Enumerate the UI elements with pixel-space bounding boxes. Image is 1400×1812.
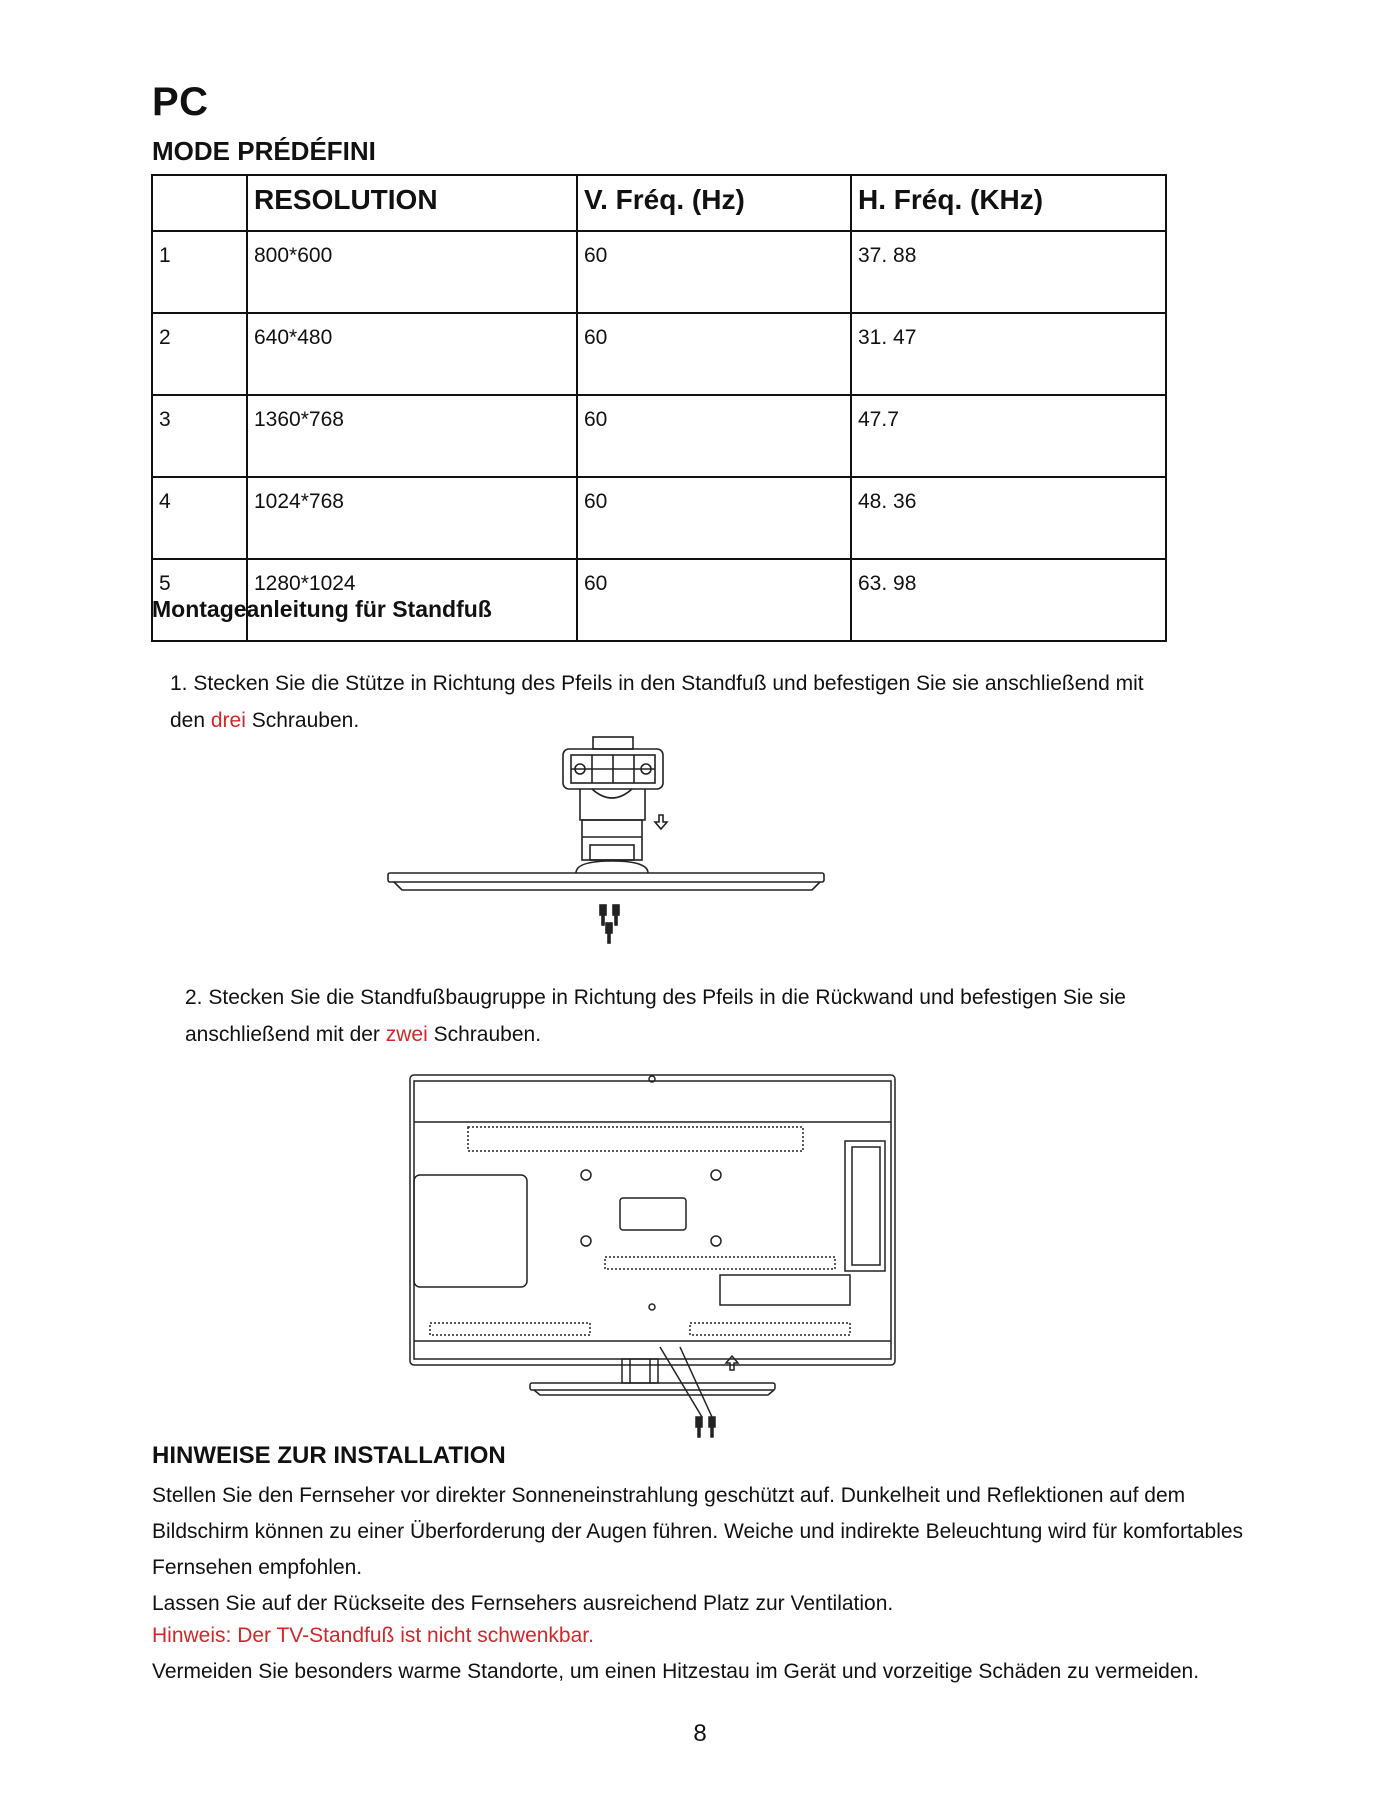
step-2-text-end: Schrauben. — [427, 1023, 542, 1046]
cell-index: 1 — [152, 231, 247, 313]
cell-v-freq: 60 — [577, 313, 851, 395]
cell-resolution: 800*600 — [247, 231, 577, 313]
table-header-row — [152, 175, 1166, 231]
step-2-text: 2. Stecken Sie die Standfußbaugruppe in Richtung des Pfeils in die Rückwand und befestigen Sie sie anschließend mit der — [185, 986, 1126, 1046]
stand-neck-icon — [563, 737, 663, 860]
screw-guide-lines — [660, 1347, 712, 1417]
cell-index: 5 — [152, 559, 247, 641]
page-number: 8 — [693, 1720, 707, 1747]
installation-paragraph-2: Lassen Sie auf der Rückseite des Fernsehers ausreichend Platz zur Ventilation. — [152, 1592, 894, 1615]
installation-paragraph-1: Stellen Sie den Fernseher vor direkter Sonneneinstrahlung geschützt auf. Dunkelheit und Reflektionen auf dem Bildschirm können zu einer Überforderung der Augen führen. Weiche und indirekte Beleuchtung wird für komfortables Fernsehen empfohlen. — [152, 1484, 1244, 1579]
stand-neck-icon — [622, 1359, 658, 1383]
installation-paragraph-3: Vermeiden Sie besonders warme Standorte, um einen Hitzestau im Gerät und vorzeitige Schäden zu vermeiden. — [152, 1660, 1200, 1683]
step-1-text: 1. Stecken Sie die Stütze in Richtung des Pfeils in den Standfuß und befestigen Sie sie anschließend mit den — [170, 672, 1144, 732]
tv-back-icon — [410, 1075, 895, 1365]
preset-mode-table — [151, 174, 1167, 642]
instruction-step-2 — [185, 979, 1185, 1053]
table-row — [152, 477, 1166, 559]
cell-h-freq: 37. 88 — [851, 231, 1166, 313]
cell-h-freq: 31. 47 — [851, 313, 1166, 395]
arrow-up-icon — [726, 1356, 738, 1370]
cell-resolution: 1280*1024 — [247, 559, 577, 641]
cell-resolution: 640*480 — [247, 313, 577, 395]
cell-v-freq: 60 — [577, 559, 851, 641]
cell-v-freq: 60 — [577, 395, 851, 477]
cell-index: 2 — [152, 313, 247, 395]
header-resolution: RESOLUTION — [247, 175, 577, 231]
step-1-text-end: Schrauben. — [245, 709, 360, 732]
table-row — [152, 231, 1166, 313]
cell-h-freq: 63. 98 — [851, 559, 1166, 641]
cell-resolution: 1024*768 — [247, 477, 577, 559]
tv-rear-panel-illustration — [400, 1065, 920, 1455]
table-row — [152, 313, 1166, 395]
step-2-highlight: zwei — [385, 1023, 428, 1046]
stand-assembly-illustration — [380, 725, 830, 950]
section-heading-stand-assembly: Montageanleitung für Standfuß — [152, 596, 492, 622]
section-heading-installation-notes: HINWEISE ZUR INSTALLATION — [152, 1442, 506, 1469]
cell-index: 3 — [152, 395, 247, 477]
section-heading-preset-modes: MODE PRÉDÉFINI — [152, 136, 376, 166]
header-h-freq: H. Fréq. (KHz) — [851, 175, 1166, 231]
step-1-highlight: drei — [210, 709, 246, 732]
installation-note: Hinweis: Der TV-Standfuß ist nicht schwenkbar. — [152, 1624, 594, 1647]
page-heading: PC — [152, 80, 209, 124]
screw-icon — [696, 1417, 715, 1437]
cell-resolution: 1360*768 — [247, 395, 577, 477]
stand-base-icon — [388, 861, 824, 890]
cell-h-freq: 48. 36 — [851, 477, 1166, 559]
header-index — [152, 175, 247, 231]
cell-v-freq: 60 — [577, 477, 851, 559]
cell-index: 4 — [152, 477, 247, 559]
cell-h-freq: 47.7 — [851, 395, 1166, 477]
table-row — [152, 395, 1166, 477]
cell-v-freq: 60 — [577, 231, 851, 313]
header-v-freq: V. Fréq. (Hz) — [577, 175, 851, 231]
stand-base-icon — [530, 1383, 775, 1395]
arrow-down-icon — [655, 815, 667, 829]
screw-icon — [600, 905, 619, 943]
